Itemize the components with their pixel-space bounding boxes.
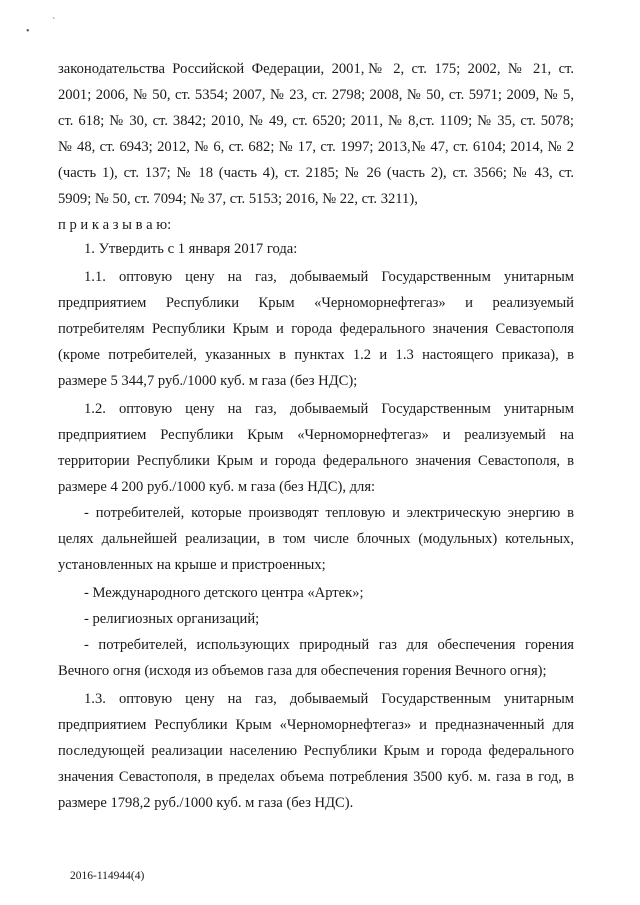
- text-line: установленных на крыше и пристроенных;: [58, 557, 326, 573]
- text-line: размере 1798,2 руб./1000 куб. м газа (без НДС).: [58, 795, 354, 811]
- text-line: 1.1. оптовую цену на газ, добываемый Государственным унитарным: [84, 269, 574, 285]
- text-line: - Международного детского центра «Артек»;: [84, 585, 364, 601]
- text-line: потребителям Республики Крым и города федерального значения Севастополя: [58, 321, 574, 337]
- text-line: - религиозных организаций;: [84, 611, 260, 627]
- scan-mark-left: •: [26, 26, 30, 37]
- text-line: предприятием Республики Крым «Черноморнефтегаз» и предназначенный для: [58, 717, 574, 733]
- text-line: - потребителей, использующих природный газ для обеспечения горения: [84, 637, 574, 653]
- text-line: целях дальнейшей реализации, в том числе блочных (модульных) котельных,: [58, 531, 574, 547]
- text-line: предприятием Республики Крым «Черноморнефтегаз» и реализуемый: [58, 295, 574, 311]
- text-line: Вечного огня (исходя из объемов газа для обеспечения горения Вечного огня);: [58, 663, 547, 679]
- text-line: - потребителей, которые производят тепловую и электрическую энергию в: [84, 505, 574, 521]
- text-line: 5909; № 50, ст. 7094; № 37, ст. 5153; 2016, № 22, ст. 3211),: [58, 191, 418, 207]
- text-line: 1. Утвердить с 1 января 2017 года:: [84, 241, 298, 257]
- text-line: последующей реализации населению Республики Крым и города федерального: [58, 743, 574, 759]
- text-line: предприятием Республики Крым «Черноморнефтегаз» и реализуемый на: [58, 427, 574, 443]
- text-line: законодательства Российской Федерации, 2001,№ 2, ст. 175; 2002, № 21, ст.: [58, 61, 574, 77]
- text-line: 2001; 2006, № 50, ст. 5354; 2007, № 23, ст. 2798; 2008, № 50, ст. 5971; 2009, № 5,: [58, 87, 574, 103]
- text-line: размере 5 344,7 руб./1000 куб. м газа (без НДС);: [58, 373, 358, 389]
- scan-mark-right: `: [52, 17, 56, 28]
- text-line: п р и к а з ы в а ю:: [58, 217, 172, 233]
- text-line: территории Республики Крым и города федерального значения Севастополя, в: [58, 453, 574, 469]
- text-line: (кроме потребителей, указанных в пунктах 1.2 и 1.3 настоящего приказа), в: [58, 347, 574, 363]
- text-line: № 48, ст. 6943; 2012, № 6, ст. 682; № 17, ст. 1997; 2013,№ 47, ст. 6104; 2014, № 2: [58, 139, 574, 155]
- document-footer-number: 2016-114944(4): [70, 870, 145, 882]
- text-line: ст. 618; № 30, ст. 3842; 2010, № 49, ст. 6520; 2011, № 8,ст. 1109; № 35, ст. 5078;: [58, 113, 574, 129]
- text-line: 1.2. оптовую цену на газ, добываемый Государственным унитарным: [84, 401, 574, 417]
- text-line: размере 4 200 руб./1000 куб. м газа (без НДС), для:: [58, 479, 376, 495]
- text-line: 1.3. оптовую цену на газ, добываемый Государственным унитарным: [84, 691, 574, 707]
- text-line: (часть 1), ст. 137; № 18 (часть 4), ст. 2185; № 26 (часть 2), ст. 3566; № 43, ст.: [58, 165, 574, 181]
- text-line: значения Севастополя, в пределах объема потребления 3500 куб. м. газа в год, в: [58, 769, 574, 785]
